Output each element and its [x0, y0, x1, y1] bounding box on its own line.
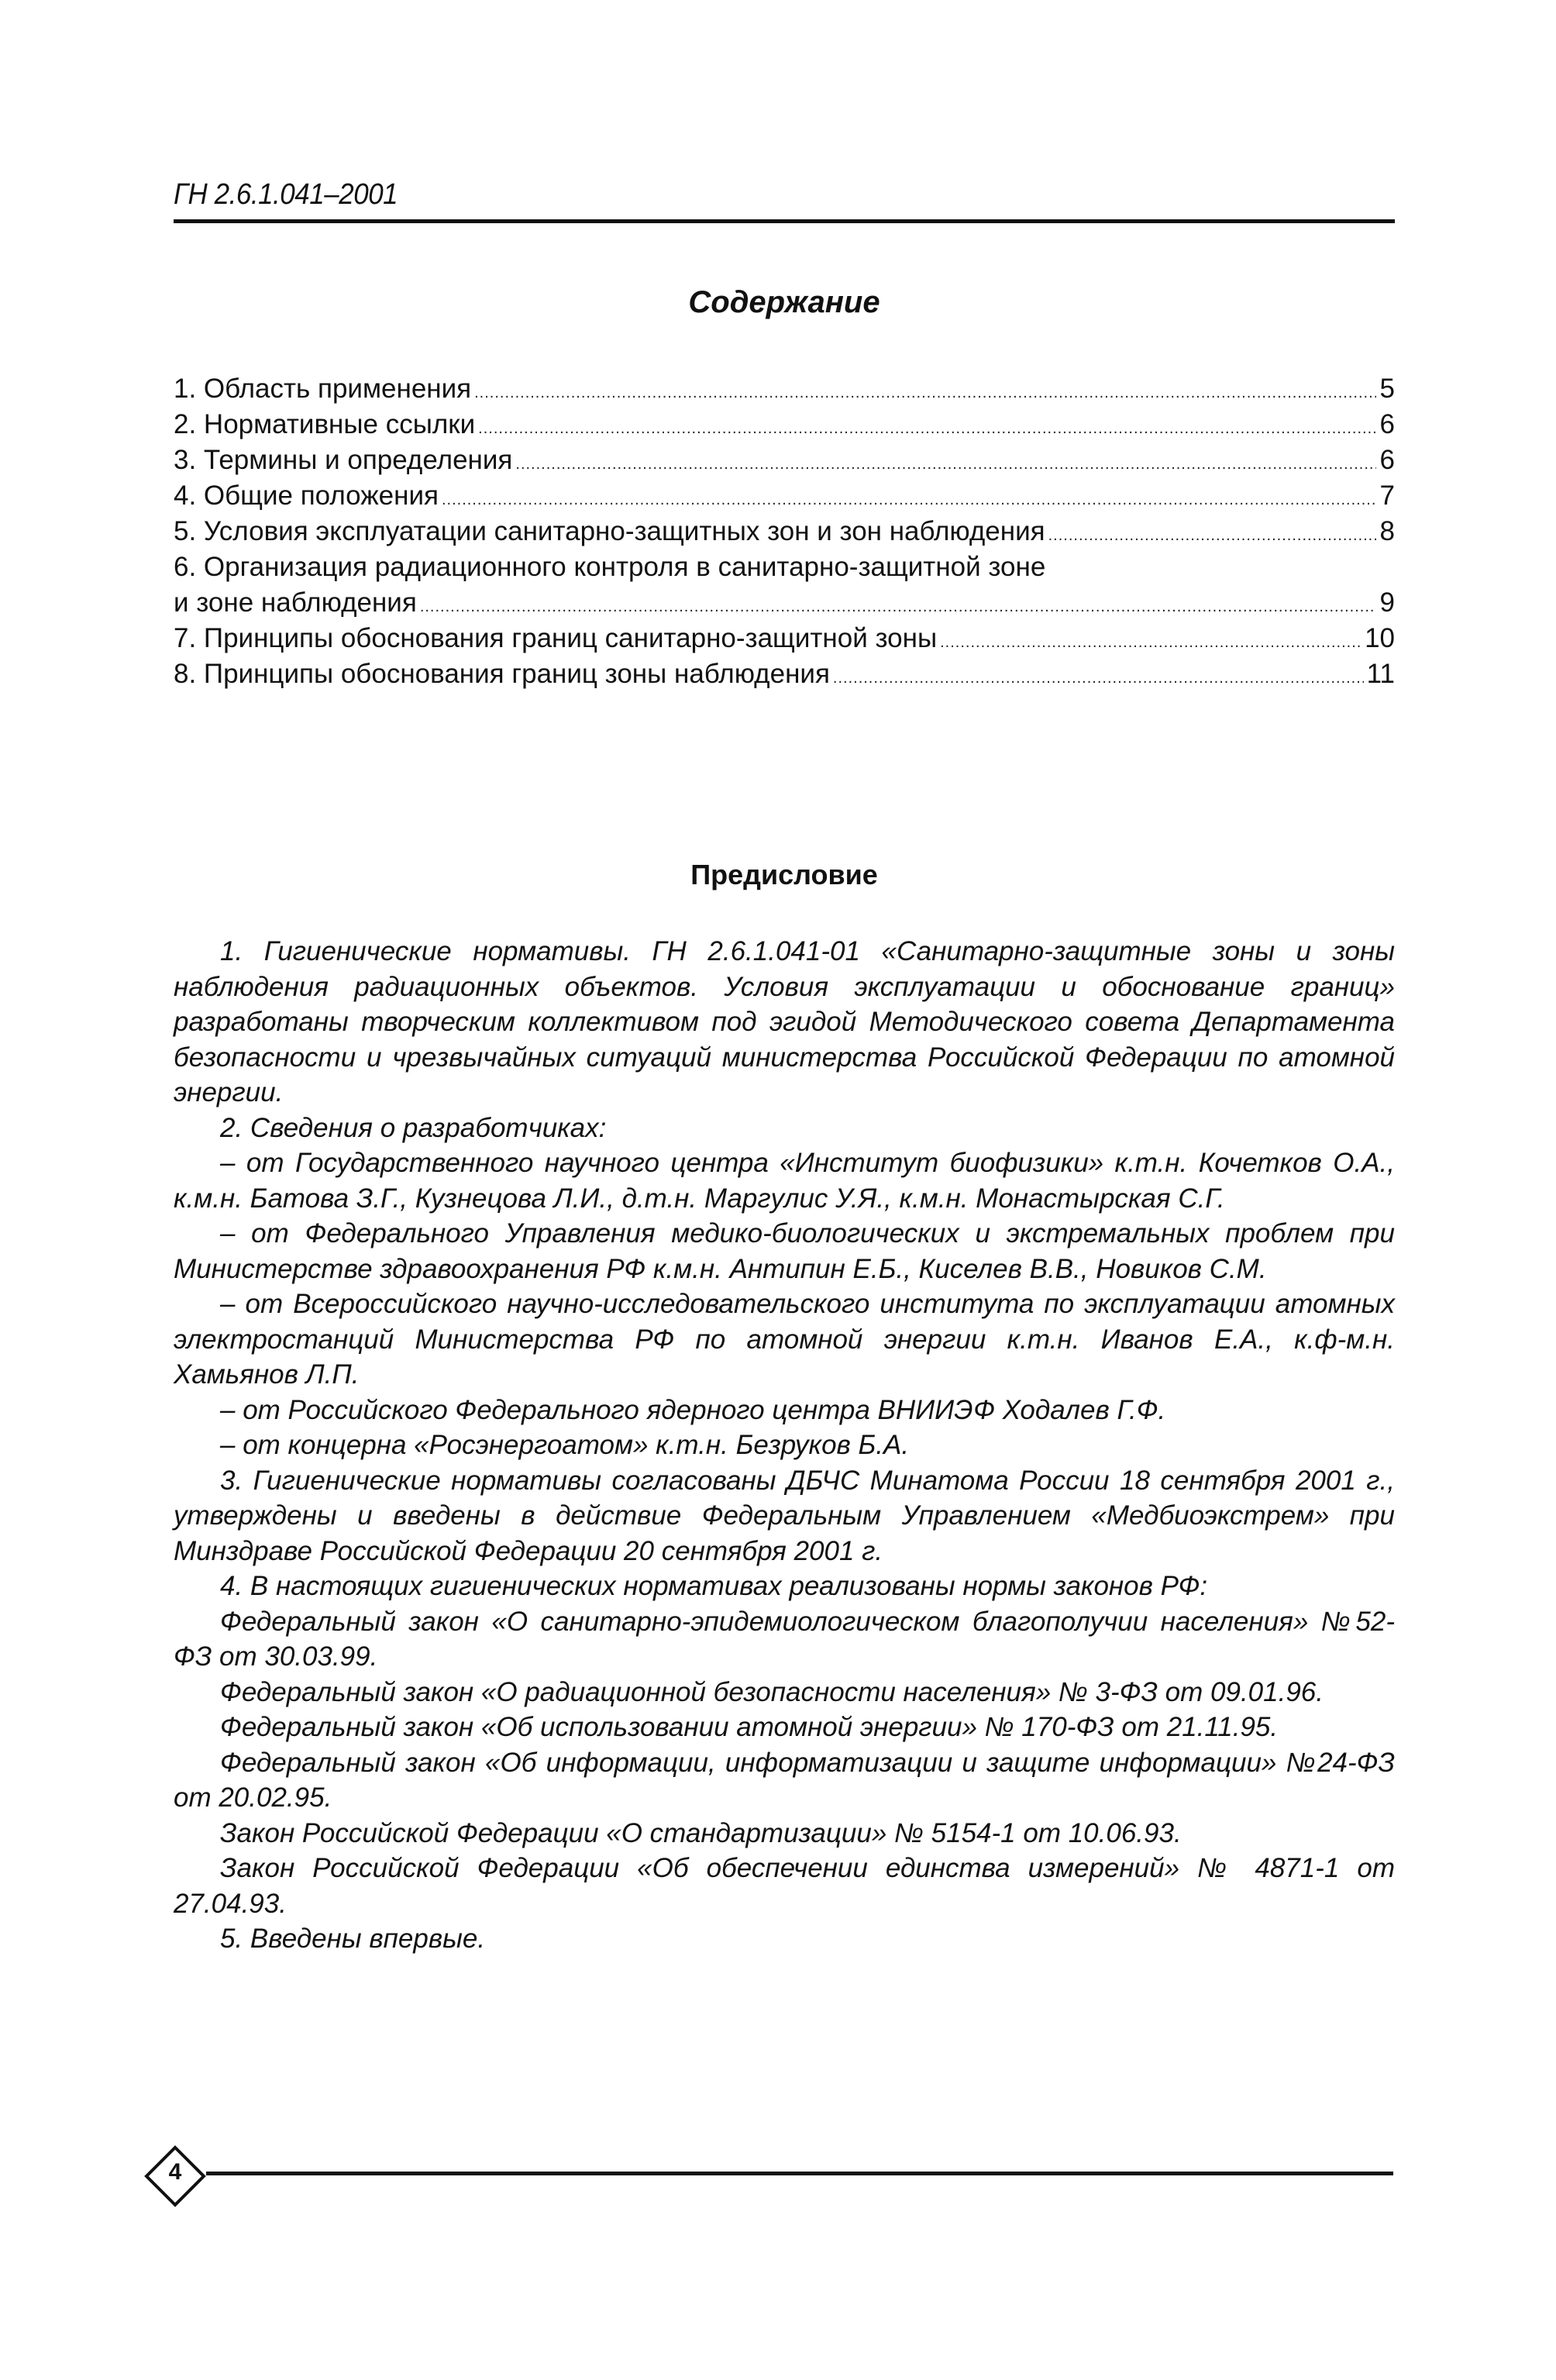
law-reference: Федеральный закон «О санитарно-эпидемиологическом благополучии населения» №52-ФЗ от 30.03.99.: [174, 1606, 1395, 1672]
developer-entry: – от Всероссийского научно-исследовательского института по эксплуатации атомных электростанций Министерства РФ по атомной энергии к.т.н. Иванов Е.А., к.ф-м.н. Хамьянов Л.П.: [174, 1289, 1395, 1390]
preface-paragraph: 2. Сведения о разработчиках:: [220, 1112, 607, 1143]
toc-leader-dots: [420, 598, 1376, 616]
law-reference: Закон Российской Федерации «Об обеспечении единства измерений» № 4871-1 от 27.04.93.: [174, 1853, 1395, 1919]
toc-entry-continuation[interactable]: [174, 587, 1395, 623]
developer-entry: – от Государственного научного центра «Институт биофизики» к.т.н. Кочетков О.А., к.м.н. Батова З.Г., Кузнецова Л.И., д.т.н. Маргулис У.Я., к.м.н. Монастырская С.Г.: [174, 1148, 1395, 1214]
preface-paragraph: 3. Гигиенические нормативы согласованы ДБЧС Минатома России 18 сентября 2001 г., утверждены и введены в действие Федеральным Управлением «Медбиоэкстрем» при Минздраве Российской Федерации 20 сентября 2001 г.: [174, 1465, 1395, 1566]
toc-entry[interactable]: [174, 659, 1395, 694]
toc-leader-dots: [474, 384, 1376, 402]
toc-entry-text: 1. Область применения: [174, 374, 472, 404]
toc-entry[interactable]: [174, 516, 1395, 552]
header-divider: [174, 219, 1395, 223]
table-of-contents: [174, 374, 1395, 694]
toc-leader-dots: [515, 456, 1376, 474]
toc-title: Содержание: [688, 285, 880, 319]
toc-entry-text: 8. Принципы обоснования границ зоны наблюдения: [174, 659, 830, 689]
document-code: ГН 2.6.1.041–2001: [174, 178, 398, 211]
footer-divider: [206, 2172, 1393, 2175]
preface-paragraph: 4. В настоящих гигиенических нормативах реализованы нормы законов РФ:: [220, 1571, 1208, 1601]
toc-entry-text: 5. Условия эксплуатации санитарно-защитных зон и зон наблюдения: [174, 516, 1045, 546]
toc-entry-page: 11: [1366, 659, 1395, 689]
toc-entry-text: 6. Организация радиационного контроля в санитарно-защитной зоне: [174, 552, 1046, 582]
law-reference: Закон Российской Федерации «О стандартизации» № 5154-1 от 10.06.93.: [220, 1817, 1182, 1848]
toc-entry[interactable]: [174, 374, 1395, 409]
toc-entry[interactable]: [174, 409, 1395, 445]
developer-entry: – от Федерального Управления медико-биологических и экстремальных проблем при Министерстве здравоохранения РФ к.м.н. Антипин Е.Б., Киселев В.В., Новиков С.М.: [174, 1218, 1395, 1284]
page-number: 4: [168, 2159, 182, 2185]
toc-leader-dots: [1048, 527, 1376, 545]
toc-entry[interactable]: [174, 552, 1395, 587]
preface-title: Предисловие: [690, 859, 878, 890]
preface-body: [174, 934, 1395, 1957]
toc-entry-text: 3. Термины и определения: [174, 445, 513, 475]
preface-paragraph: 5. Введены впервые.: [220, 1924, 486, 1954]
toc-entry-text: 2. Нормативные ссылки: [174, 409, 476, 439]
toc-entry-text: 4. Общие положения: [174, 480, 439, 511]
toc-entry-page: 8: [1379, 516, 1395, 546]
toc-leader-dots: [442, 491, 1376, 509]
law-reference: Федеральный закон «Об информации, информатизации и защите информации» №24-ФЗ от 20.02.95.: [174, 1747, 1395, 1813]
toc-leader-dots: [478, 420, 1376, 438]
toc-entry[interactable]: [174, 445, 1395, 480]
developer-entry: – от Российского Федерального ядерного центра ВНИИЭФ Ходалев Г.Ф.: [220, 1394, 1166, 1425]
toc-entry-page: 7: [1379, 480, 1395, 511]
toc-entry-text: и зоне наблюдения: [174, 587, 417, 618]
toc-entry-page: 6: [1379, 445, 1395, 475]
toc-entry[interactable]: [174, 623, 1395, 659]
toc-entry-page: 5: [1379, 374, 1395, 404]
developer-entry: – от концерна «Росэнергоатом» к.т.н. Безруков Б.А.: [220, 1430, 910, 1460]
law-reference: Федеральный закон «Об использовании атомной энергии» № 170-ФЗ от 21.11.95.: [220, 1712, 1279, 1742]
toc-entry-text: 7. Принципы обоснования границ санитарно-защитной зоны: [174, 623, 938, 653]
toc-leader-dots: [940, 634, 1362, 652]
law-reference: Федеральный закон «О радиационной безопасности населения» № 3-ФЗ от 09.01.96.: [220, 1676, 1324, 1707]
toc-entry-page: 9: [1379, 587, 1395, 618]
toc-entry[interactable]: [174, 480, 1395, 516]
toc-entry-page: 6: [1379, 409, 1395, 439]
preface-paragraph: 1. Гигиенические нормативы. ГН 2.6.1.041-01 «Санитарно-защитные зоны и зоны наблюдения радиационных объектов. Условия эксплуатации и обоснование границ» разработаны творческим коллективом под эгидой Методического совета Департамента безопасности и чрезвычайных ситуаций министерства Российской Федерации по атомной энергии.: [174, 936, 1395, 1107]
toc-entry-page: 10: [1365, 623, 1395, 653]
toc-leader-dots: [833, 670, 1364, 687]
